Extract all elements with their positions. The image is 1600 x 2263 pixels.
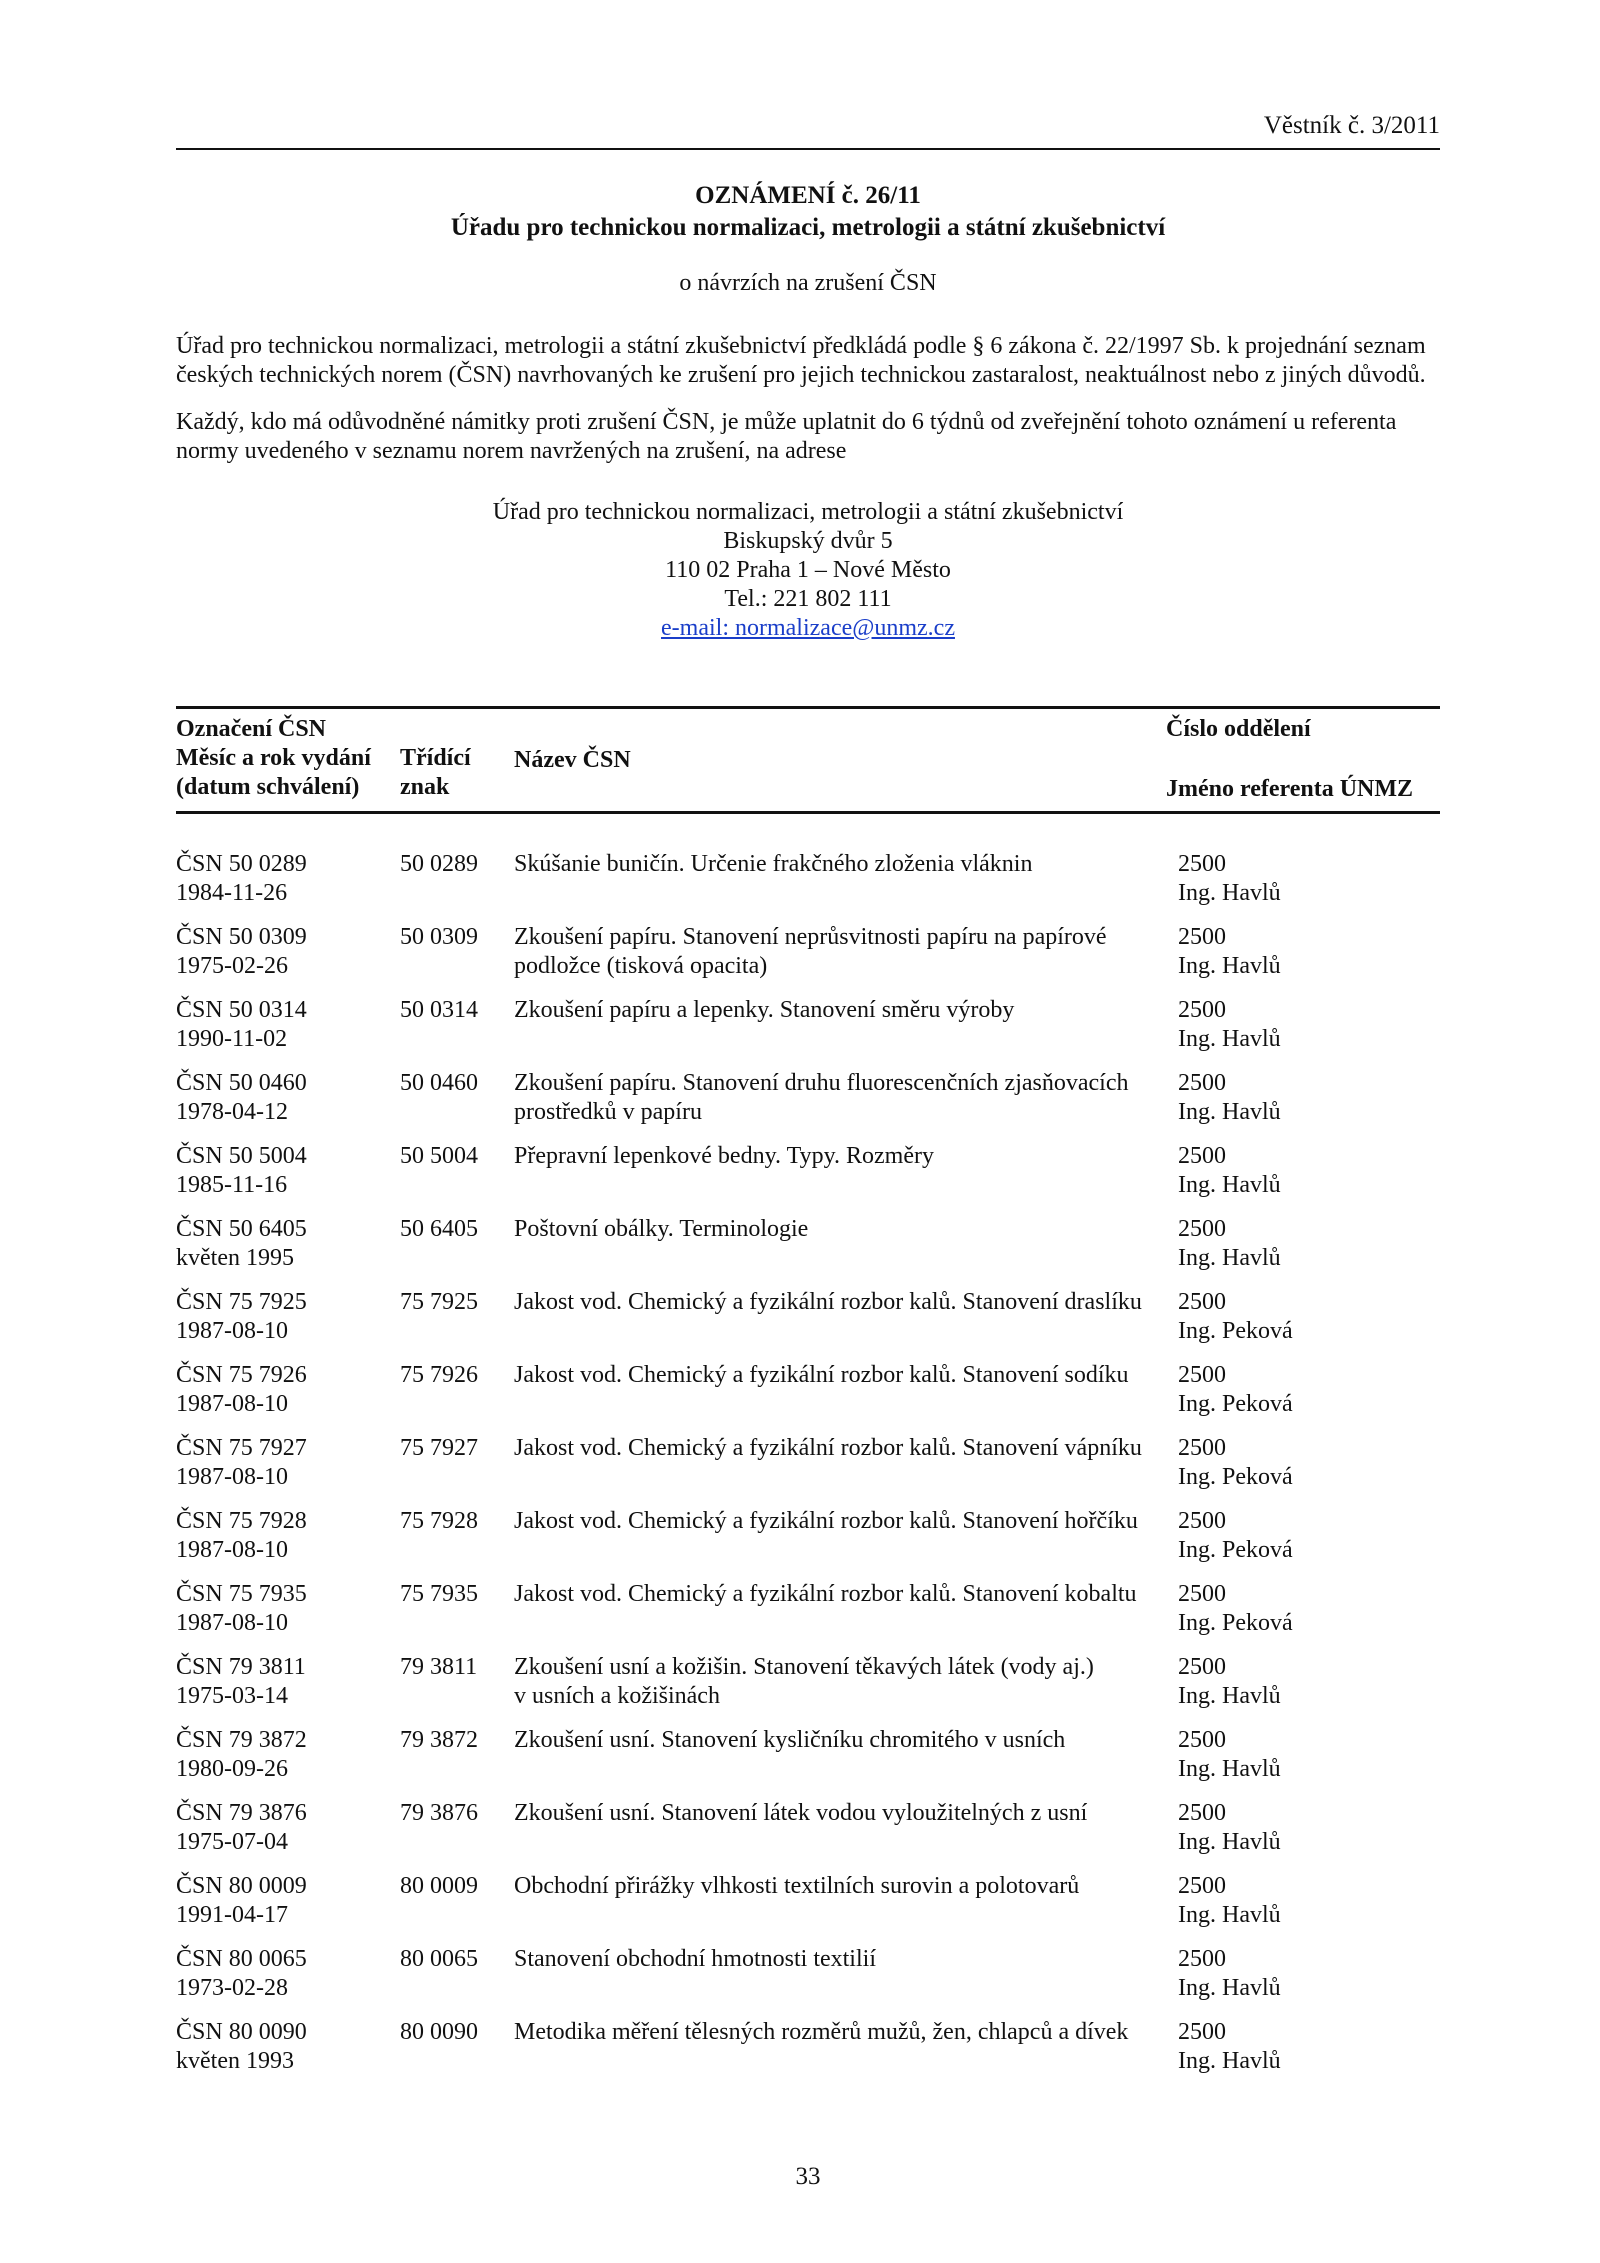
department-line: Ing. Havlů <box>1178 880 1281 906</box>
title-line: Jakost vod. Chemický a fyzikální rozbor kalů. Stanovení vápníku <box>514 1435 1142 1461</box>
sort-code-cell <box>400 1361 510 1390</box>
department-line: Ing. Peková <box>1178 1391 1293 1417</box>
table-row <box>176 1872 1440 1945</box>
table-row <box>176 1215 1440 1288</box>
designation-line: 1975-07-04 <box>176 1829 288 1855</box>
sort-code-cell <box>400 1142 510 1171</box>
designation-line: ČSN 75 7927 <box>176 1435 307 1461</box>
table-header-rule <box>176 811 1440 814</box>
table-top-rule <box>176 706 1440 709</box>
sort-code-line: 79 3811 <box>400 1654 478 1680</box>
table-row <box>176 1288 1440 1361</box>
designation-line: ČSN 50 0460 <box>176 1070 307 1096</box>
title-line: Zkoušení papíru a lepenky. Stanovení směru výroby <box>514 997 1015 1023</box>
designation-cell <box>176 1361 396 1419</box>
title-cell <box>514 1434 1174 1463</box>
designation-cell <box>176 1653 396 1711</box>
department-line: 2500 <box>1178 1216 1226 1242</box>
table-row <box>176 1069 1440 1142</box>
designation-line: ČSN 80 0065 <box>176 1946 307 1972</box>
title-cell <box>514 1288 1174 1317</box>
designation-line: ČSN 75 7926 <box>176 1362 307 1388</box>
sort-code-cell <box>400 1069 510 1098</box>
title-line: Obchodní přirážky vlhkosti textilních surovin a polotovarů <box>514 1873 1080 1899</box>
designation-line: 1991-04-17 <box>176 1902 288 1928</box>
title-line: Jakost vod. Chemický a fyzikální rozbor kalů. Stanovení sodíku <box>514 1362 1129 1388</box>
designation-line: 1973-02-28 <box>176 1975 288 2001</box>
sort-code-line: 50 5004 <box>400 1143 478 1169</box>
standards-table-body <box>176 850 1440 2091</box>
table-row <box>176 923 1440 996</box>
objection-paragraph <box>176 408 1440 466</box>
table-row <box>176 1142 1440 1215</box>
designation-cell <box>176 1726 396 1784</box>
department-cell <box>1178 923 1440 981</box>
table-row <box>176 1653 1440 1726</box>
department-line: Ing. Havlů <box>1178 1245 1281 1271</box>
email-link[interactable]: e-mail: normalizace@unmz.cz <box>661 615 955 641</box>
sort-code-cell <box>400 1215 510 1244</box>
department-line: Ing. Havlů <box>1178 1902 1281 1928</box>
department-line: Ing. Havlů <box>1178 1975 1281 2001</box>
table-row <box>176 1726 1440 1799</box>
title-line: Stanovení obchodní hmotnosti textilií <box>514 1946 876 1972</box>
department-cell <box>1178 1361 1440 1419</box>
designation-cell <box>176 1069 396 1127</box>
department-line: Ing. Peková <box>1178 1464 1293 1490</box>
title-line: prostředků v papíru <box>514 1099 702 1125</box>
sort-code-line: 75 7935 <box>400 1581 478 1607</box>
title-cell <box>514 1872 1174 1901</box>
title-line: Zkoušení usní a kožišin. Stanovení těkavých látek (vody aj.) <box>514 1654 1094 1680</box>
header-text: (datum schválení) <box>176 774 360 800</box>
designation-cell <box>176 1507 396 1565</box>
sort-code-line: 50 0314 <box>400 997 478 1023</box>
title-cell <box>514 2018 1174 2047</box>
sort-code-cell <box>400 1726 510 1755</box>
designation-line: 1975-02-26 <box>176 953 288 979</box>
notice-subject: o návrzích na zrušení ČSN <box>679 270 937 296</box>
sort-code-cell <box>400 1580 510 1609</box>
sort-code-line: 80 0090 <box>400 2019 478 2045</box>
sort-code-line: 79 3872 <box>400 1727 478 1753</box>
department-line: 2500 <box>1178 1435 1226 1461</box>
title-cell <box>514 850 1174 879</box>
sort-code-cell <box>400 1872 510 1901</box>
title-line: Jakost vod. Chemický a fyzikální rozbor kalů. Stanovení kobaltu <box>514 1581 1137 1607</box>
title-line: Zkoušení usní. Stanovení látek vodou vyloužitelných z usní <box>514 1800 1088 1826</box>
header-title: Název ČSN <box>514 747 631 773</box>
department-line: 2500 <box>1178 1362 1226 1388</box>
department-cell <box>1178 1142 1440 1200</box>
address-phone: Tel.: 221 802 111 <box>724 586 892 612</box>
designation-cell <box>176 996 396 1054</box>
title-cell <box>514 1507 1174 1536</box>
header-text: Třídící <box>400 745 471 771</box>
designation-cell <box>176 923 396 981</box>
sort-code-line: 50 0309 <box>400 924 478 950</box>
notice-title: OZNÁMENÍ č. 26/11 <box>695 182 921 209</box>
table-row <box>176 2018 1440 2091</box>
table-row <box>176 1361 1440 1434</box>
title-cell <box>514 923 1174 981</box>
designation-line: 1984-11-26 <box>176 880 288 906</box>
title-line: Jakost vod. Chemický a fyzikální rozbor kalů. Stanovení draslíku <box>514 1289 1142 1315</box>
sort-code-line: 50 0289 <box>400 851 478 877</box>
sort-code-line: 75 7928 <box>400 1508 478 1534</box>
address-city: 110 02 Praha 1 – Nové Město <box>665 557 951 583</box>
designation-line: 1975-03-14 <box>176 1683 288 1709</box>
designation-cell <box>176 1215 396 1273</box>
designation-cell <box>176 1434 396 1492</box>
title-cell <box>514 1726 1174 1755</box>
title-cell <box>514 1215 1174 1244</box>
designation-line: 1980-09-26 <box>176 1756 288 1782</box>
designation-cell <box>176 2018 396 2076</box>
sort-code-line: 80 0065 <box>400 1946 478 1972</box>
department-line: Ing. Havlů <box>1178 1172 1281 1198</box>
department-line: 2500 <box>1178 1581 1226 1607</box>
designation-line: ČSN 50 0289 <box>176 851 307 877</box>
sort-code-cell <box>400 2018 510 2047</box>
address-org: Úřad pro technickou normalizaci, metrologii a státní zkušebnictví <box>492 499 1124 525</box>
page-header <box>176 110 1440 150</box>
designation-line: ČSN 75 7925 <box>176 1289 307 1315</box>
designation-line: 1978-04-12 <box>176 1099 288 1125</box>
title-cell <box>514 996 1174 1025</box>
designation-line: květen 1993 <box>176 2048 294 2074</box>
title-line: Metodika měření tělesných rozměrů mužů, žen, chlapců a dívek <box>514 2019 1129 2045</box>
designation-line: 1987-08-10 <box>176 1537 288 1563</box>
header-text: Označení ČSN <box>176 716 326 742</box>
designation-line: květen 1995 <box>176 1245 294 1271</box>
header-text: Měsíc a rok vydání <box>176 745 371 771</box>
sort-code-line: 50 6405 <box>400 1216 478 1242</box>
designation-line: 1985-11-16 <box>176 1172 288 1198</box>
address-street: Biskupský dvůr 5 <box>723 528 893 554</box>
title-line: podložce (tisková opacita) <box>514 953 768 979</box>
designation-cell <box>176 1142 396 1200</box>
title-cell <box>514 1799 1174 1828</box>
designation-line: ČSN 80 0090 <box>176 2019 307 2045</box>
designation-line: 1987-08-10 <box>176 1318 288 1344</box>
designation-line: ČSN 50 5004 <box>176 1143 307 1169</box>
notice-issuer: Úřadu pro technickou normalizaci, metrologii a státní zkušebnictví <box>450 214 1166 241</box>
title-line: Skúšanie buničín. Určenie frakčného zloženia vláknin <box>514 851 1033 877</box>
designation-cell <box>176 1872 396 1930</box>
table-row <box>176 1434 1440 1507</box>
sort-code-cell <box>400 1945 510 1974</box>
header-sort-code <box>400 744 510 802</box>
department-line: 2500 <box>1178 1800 1226 1826</box>
title-line: Zkoušení papíru. Stanovení druhu fluorescenčních zjasňovacích <box>514 1070 1129 1096</box>
sort-code-cell <box>400 1288 510 1317</box>
table-row <box>176 1580 1440 1653</box>
department-cell <box>1178 1288 1440 1346</box>
department-cell <box>1178 1653 1440 1711</box>
designation-line: 1990-11-02 <box>176 1026 288 1052</box>
table-row <box>176 850 1440 923</box>
department-line: 2500 <box>1178 997 1226 1023</box>
sort-code-line: 80 0009 <box>400 1873 478 1899</box>
title-cell <box>514 1945 1174 1974</box>
title-cell <box>514 1580 1174 1609</box>
department-line: Ing. Havlů <box>1178 1683 1281 1709</box>
department-line: 2500 <box>1178 1143 1226 1169</box>
designation-cell <box>176 850 396 908</box>
designation-line: ČSN 79 3876 <box>176 1800 307 1826</box>
department-cell <box>1178 1069 1440 1127</box>
intro-paragraph <box>176 332 1440 390</box>
header-text: znak <box>400 774 450 800</box>
table-row <box>176 1507 1440 1580</box>
title-cell <box>514 1069 1174 1127</box>
designation-cell <box>176 1580 396 1638</box>
header-department: Číslo oddělení <box>1166 716 1311 742</box>
department-cell <box>1178 1580 1440 1638</box>
sort-code-cell <box>400 850 510 879</box>
sort-code-line: 75 7927 <box>400 1435 478 1461</box>
title-cell <box>514 1653 1174 1711</box>
intro-line: Úřad pro technickou normalizaci, metrologii a státní zkušebnictví předkládá podle § 6 zákona č. 22/1997 Sb. k projednání seznam <box>176 333 1426 359</box>
department-line: 2500 <box>1178 1508 1226 1534</box>
department-line: Ing. Havlů <box>1178 1026 1281 1052</box>
department-line: 2500 <box>1178 1289 1226 1315</box>
table-row <box>176 996 1440 1069</box>
department-line: Ing. Havlů <box>1178 1829 1281 1855</box>
department-line: Ing. Peková <box>1178 1537 1293 1563</box>
department-line: 2500 <box>1178 1654 1226 1680</box>
department-line: Ing. Peková <box>1178 1318 1293 1344</box>
header-referent: Jméno referenta ÚNMZ <box>1166 776 1414 802</box>
title-line: Zkoušení papíru. Stanovení neprůsvitnosti papíru na papírové <box>514 924 1107 950</box>
sort-code-cell <box>400 996 510 1025</box>
page-number: 33 <box>795 2163 821 2190</box>
designation-line: ČSN 79 3872 <box>176 1727 307 1753</box>
title-cell <box>514 1142 1174 1171</box>
department-line: 2500 <box>1178 924 1226 950</box>
department-line: 2500 <box>1178 1070 1226 1096</box>
sort-code-line: 79 3876 <box>400 1800 478 1826</box>
department-line: 2500 <box>1178 1873 1226 1899</box>
designation-line: ČSN 75 7935 <box>176 1581 307 1607</box>
designation-cell <box>176 1288 396 1346</box>
table-row <box>176 1799 1440 1872</box>
designation-line: ČSN 80 0009 <box>176 1873 307 1899</box>
title-cell <box>514 1361 1174 1390</box>
designation-cell <box>176 1945 396 2003</box>
title-line: Jakost vod. Chemický a fyzikální rozbor kalů. Stanovení hořčíku <box>514 1508 1138 1534</box>
title-line: v usních a kožišinách <box>514 1683 720 1709</box>
title-line: Přepravní lepenkové bedny. Typy. Rozměry <box>514 1143 934 1169</box>
designation-line: 1987-08-10 <box>176 1391 288 1417</box>
department-cell <box>1178 1507 1440 1565</box>
sort-code-line: 75 7926 <box>400 1362 478 1388</box>
header-designation <box>176 715 396 802</box>
department-line: 2500 <box>1178 1727 1226 1753</box>
sort-code-line: 50 0460 <box>400 1070 478 1096</box>
designation-line: ČSN 50 0314 <box>176 997 307 1023</box>
objection-line: Každý, kdo má odůvodněné námitky proti zrušení ČSN, je může uplatnit do 6 týdnů od zveřejnění tohoto oznámení u referenta <box>176 409 1397 435</box>
title-line: Zkoušení usní. Stanovení kysličníku chromitého v usních <box>514 1727 1066 1753</box>
department-line: 2500 <box>1178 851 1226 877</box>
department-cell <box>1178 996 1440 1054</box>
department-line: Ing. Havlů <box>1178 953 1281 979</box>
designation-line: 1987-08-10 <box>176 1610 288 1636</box>
intro-line: českých technických norem (ČSN) navrhovaných ke zrušení pro jejich technickou zastaralost, neaktuálnost nebo z jiných důvodů. <box>176 362 1426 388</box>
objection-line: normy uvedeného v seznamu norem navržených na zrušení, na adrese <box>176 438 847 464</box>
department-cell <box>1178 1434 1440 1492</box>
designation-line: 1987-08-10 <box>176 1464 288 1490</box>
sort-code-cell <box>400 923 510 952</box>
table-row <box>176 1945 1440 2018</box>
department-line: Ing. Peková <box>1178 1610 1293 1636</box>
designation-line: ČSN 50 0309 <box>176 924 307 950</box>
sort-code-cell <box>400 1653 510 1682</box>
title-line: Poštovní obálky. Terminologie <box>514 1216 809 1242</box>
department-line: Ing. Havlů <box>1178 1099 1281 1125</box>
sort-code-cell <box>400 1434 510 1463</box>
department-cell <box>1178 2018 1440 2076</box>
department-line: Ing. Havlů <box>1178 1756 1281 1782</box>
department-cell <box>1178 1872 1440 1930</box>
sort-code-line: 75 7925 <box>400 1289 478 1315</box>
journal-issue: Věstník č. 3/2011 <box>1263 112 1440 139</box>
department-line: 2500 <box>1178 2019 1226 2045</box>
department-line: Ing. Havlů <box>1178 2048 1281 2074</box>
department-line: 2500 <box>1178 1946 1226 1972</box>
designation-line: ČSN 79 3811 <box>176 1654 306 1680</box>
sort-code-cell <box>400 1799 510 1828</box>
department-cell <box>1178 1215 1440 1273</box>
designation-line: ČSN 50 6405 <box>176 1216 307 1242</box>
designation-line: ČSN 75 7928 <box>176 1508 307 1534</box>
designation-cell <box>176 1799 396 1857</box>
department-cell <box>1178 1945 1440 2003</box>
department-cell <box>1178 1726 1440 1784</box>
department-cell <box>1178 850 1440 908</box>
department-cell <box>1178 1799 1440 1857</box>
sort-code-cell <box>400 1507 510 1536</box>
